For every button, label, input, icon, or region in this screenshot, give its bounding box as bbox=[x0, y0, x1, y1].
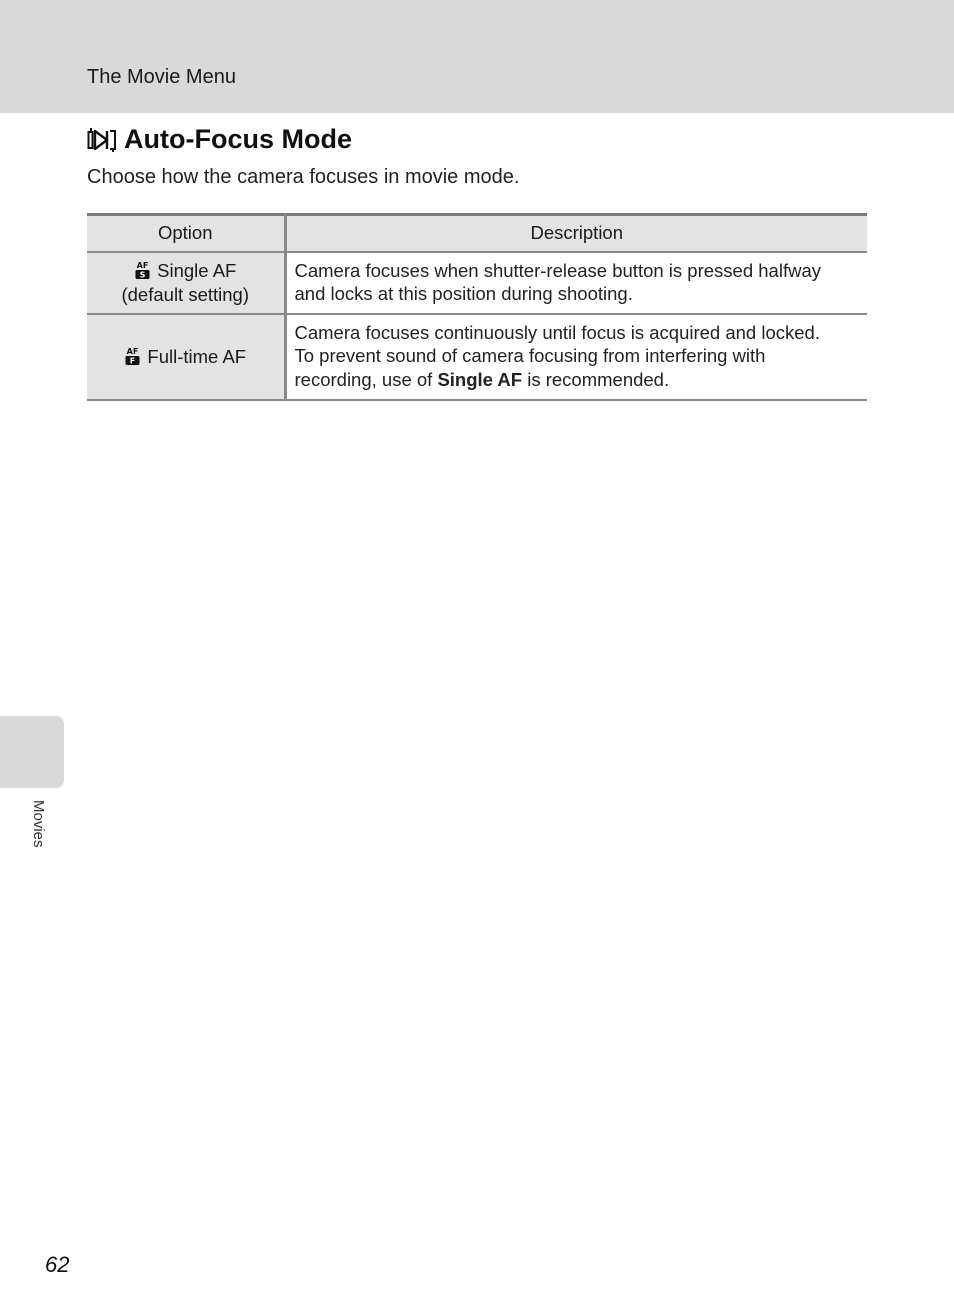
svg-text:AF: AF bbox=[136, 260, 149, 270]
autofocus-mode-icon bbox=[87, 127, 117, 153]
section-heading bbox=[87, 124, 352, 155]
header-title: The Movie Menu bbox=[87, 66, 236, 88]
section-tab bbox=[0, 716, 64, 788]
option-note: (default setting) bbox=[121, 283, 249, 305]
options-table bbox=[87, 213, 867, 401]
header-band bbox=[0, 0, 954, 113]
page-number: 62 bbox=[45, 1252, 70, 1277]
description-cell bbox=[285, 314, 867, 400]
description-line: To prevent sound of camera focusing from interfering with bbox=[294, 345, 766, 367]
section-intro: Choose how the camera focuses in movie mode. bbox=[87, 166, 520, 188]
column-header-description: Description bbox=[285, 215, 867, 252]
column-header-option: Option bbox=[87, 215, 285, 252]
description-line: Camera focuses when shutter-release button is pressed halfway bbox=[294, 259, 821, 281]
description-line-start: recording, use of bbox=[294, 368, 438, 390]
option-reference: Single AF bbox=[437, 368, 523, 390]
option-cell bbox=[87, 252, 285, 314]
description-line-end: is recommended. bbox=[522, 368, 670, 390]
description-line: and locks at this position during shooting. bbox=[294, 283, 633, 304]
af-s-icon bbox=[134, 260, 151, 280]
option-name: Full-time AF bbox=[147, 345, 247, 367]
option-cell bbox=[87, 314, 285, 400]
table-row bbox=[87, 314, 867, 400]
svg-text:AF: AF bbox=[127, 346, 139, 356]
option-name: Single AF bbox=[157, 259, 237, 281]
description-line: Camera focuses continuously until focus is acquired and locked. bbox=[294, 321, 820, 343]
section-tab-label: Movies bbox=[30, 800, 47, 848]
table-row bbox=[87, 252, 867, 314]
af-f-icon bbox=[124, 346, 141, 366]
section-title: Auto-Focus Mode bbox=[124, 124, 352, 154]
svg-text:S: S bbox=[139, 270, 146, 279]
svg-text:F: F bbox=[130, 356, 136, 365]
table-header-row bbox=[87, 215, 867, 252]
description-cell bbox=[285, 252, 867, 314]
